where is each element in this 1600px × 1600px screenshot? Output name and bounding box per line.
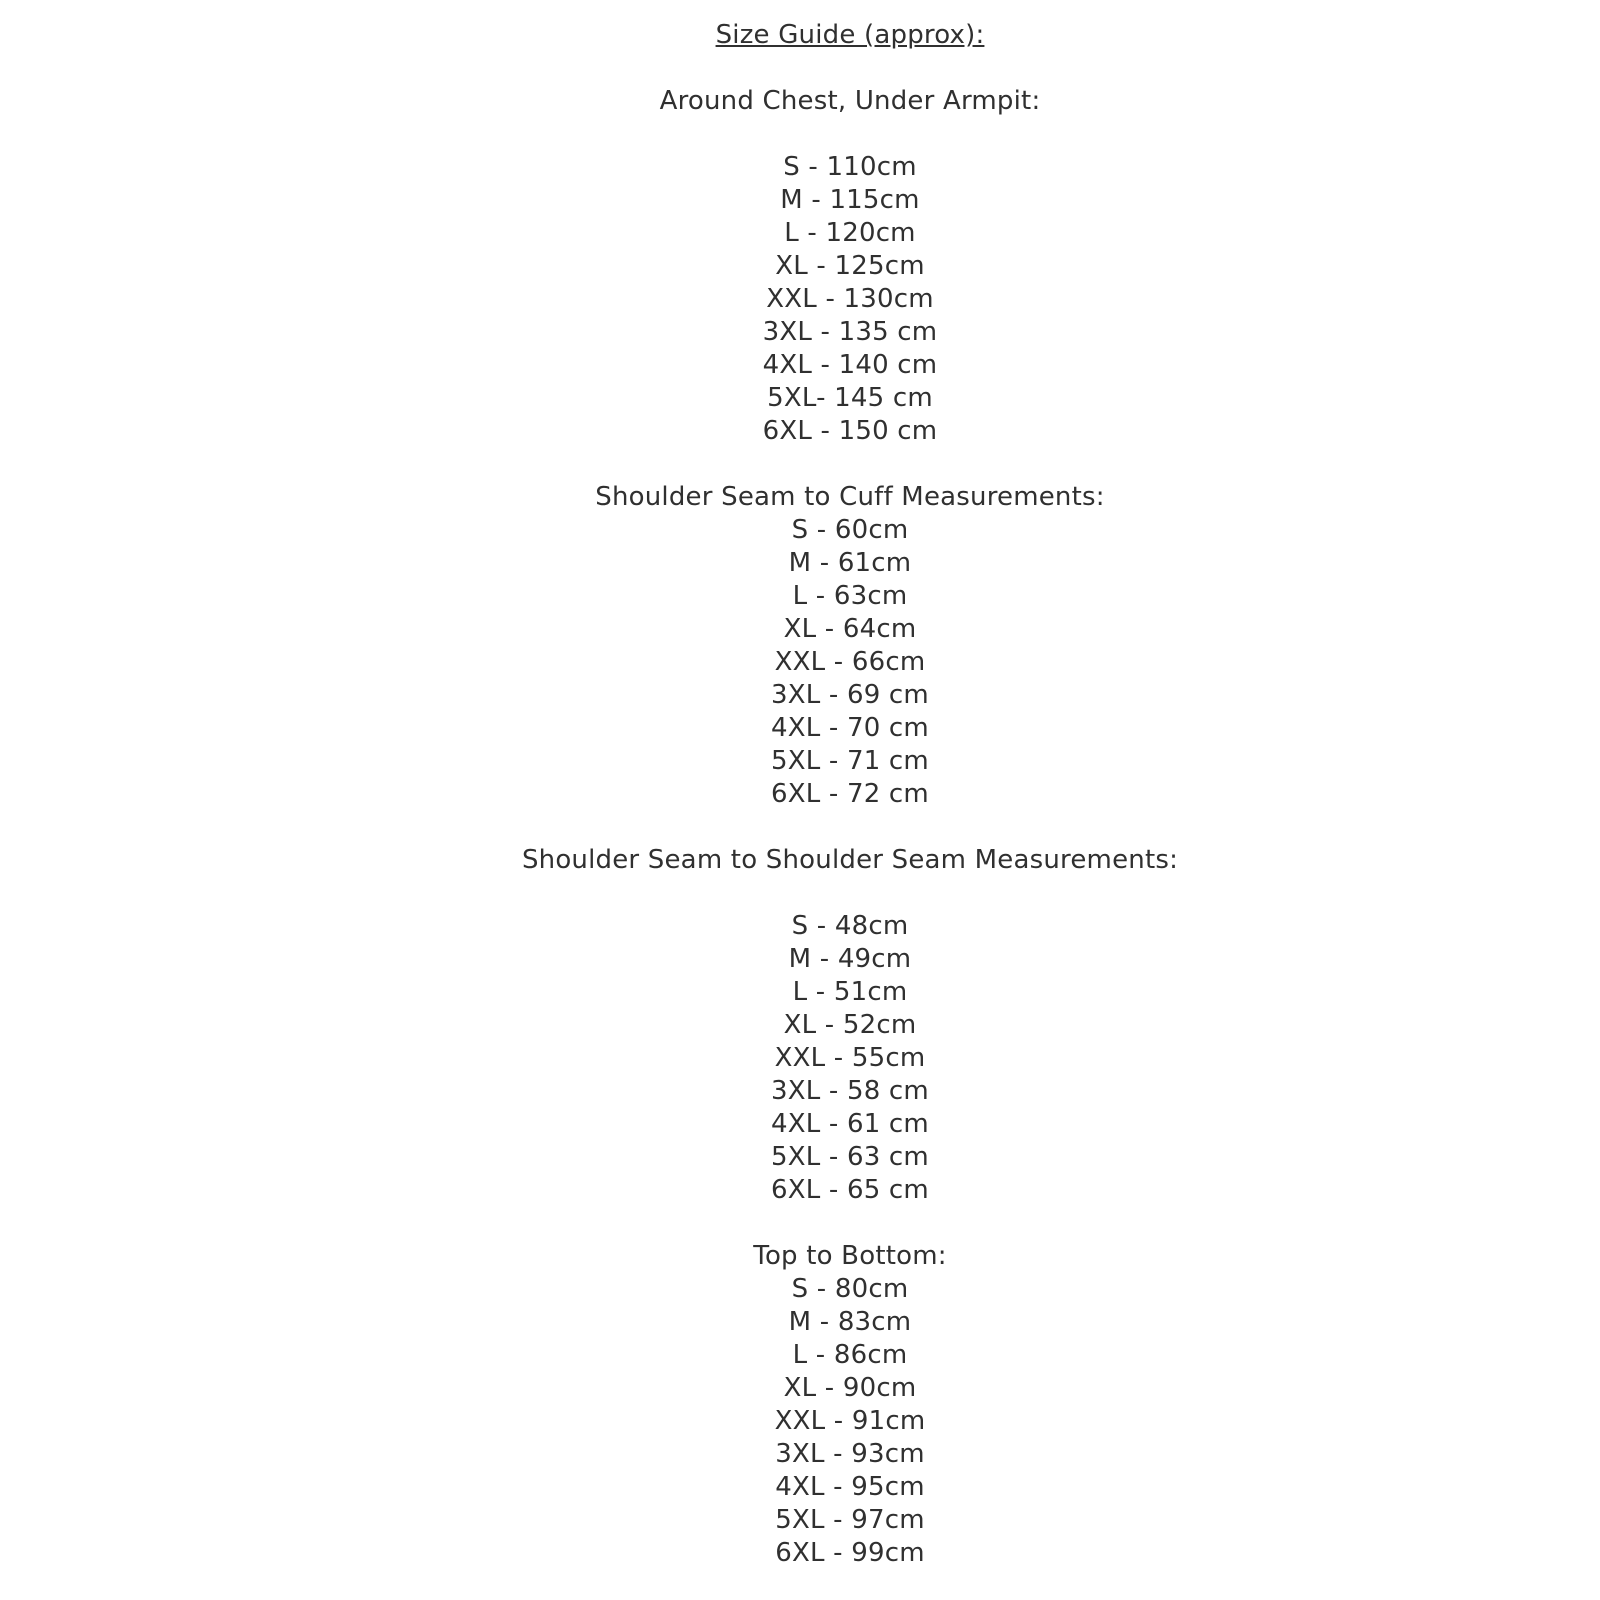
- size-row: 3XL - 69 cm: [771, 680, 929, 710]
- size-row: 4XL - 140 cm: [762, 350, 938, 380]
- size-row: L - 86cm: [792, 1340, 908, 1370]
- size-row: L - 120cm: [784, 218, 916, 248]
- blank-line: [100, 877, 1600, 910]
- size-row: XXL - 130cm: [766, 284, 934, 314]
- size-row: XXL - 55cm: [774, 1043, 926, 1073]
- blank-line: [100, 52, 1600, 85]
- size-row: XL - 90cm: [783, 1373, 917, 1403]
- size-row: 4XL - 70 cm: [771, 713, 929, 743]
- size-row: 6XL - 150 cm: [762, 416, 938, 446]
- size-row: M - 83cm: [788, 1307, 912, 1337]
- size-row: 5XL- 145 cm: [767, 383, 933, 413]
- size-row: M - 115cm: [780, 185, 920, 215]
- size-row: M - 61cm: [788, 548, 912, 578]
- size-row: 4XL - 95cm: [775, 1472, 925, 1502]
- size-row: S - 80cm: [791, 1274, 909, 1304]
- size-row: 6XL - 65 cm: [771, 1175, 929, 1205]
- section-heading-shoulder: Shoulder Seam to Shoulder Seam Measurements:: [521, 845, 1179, 875]
- section-heading-cuff: Shoulder Seam to Cuff Measurements:: [595, 482, 1105, 512]
- blank-line: [100, 811, 1600, 844]
- size-row: XXL - 66cm: [774, 647, 926, 677]
- size-row: 3XL - 93cm: [775, 1439, 925, 1469]
- size-row: 3XL - 135 cm: [762, 317, 938, 347]
- size-row: S - 110cm: [783, 152, 917, 182]
- size-row: 5XL - 97cm: [775, 1505, 925, 1535]
- size-row: 3XL - 58 cm: [771, 1076, 929, 1106]
- size-row: 4XL - 61 cm: [771, 1109, 929, 1139]
- size-row: XL - 125cm: [775, 251, 925, 281]
- section-heading-length: Top to Bottom:: [753, 1241, 947, 1271]
- size-row: 5XL - 71 cm: [771, 746, 929, 776]
- size-row: 6XL - 99cm: [775, 1538, 925, 1568]
- size-row: L - 63cm: [792, 581, 908, 611]
- blank-line: [100, 118, 1600, 151]
- size-row: XXL - 91cm: [774, 1406, 926, 1436]
- size-row: M - 49cm: [788, 944, 912, 974]
- size-row: 5XL - 63 cm: [771, 1142, 929, 1172]
- size-row: L - 51cm: [792, 977, 908, 1007]
- size-row: S - 48cm: [791, 911, 909, 941]
- blank-line: [100, 1207, 1600, 1240]
- blank-line: [100, 448, 1600, 481]
- size-row: XL - 52cm: [783, 1010, 917, 1040]
- size-row: S - 60cm: [791, 515, 909, 545]
- section-heading-chest: Around Chest, Under Armpit:: [659, 86, 1041, 116]
- page-title: Size Guide (approx):: [715, 20, 985, 50]
- size-row: XL - 64cm: [783, 614, 917, 644]
- size-row: 6XL - 72 cm: [771, 779, 929, 809]
